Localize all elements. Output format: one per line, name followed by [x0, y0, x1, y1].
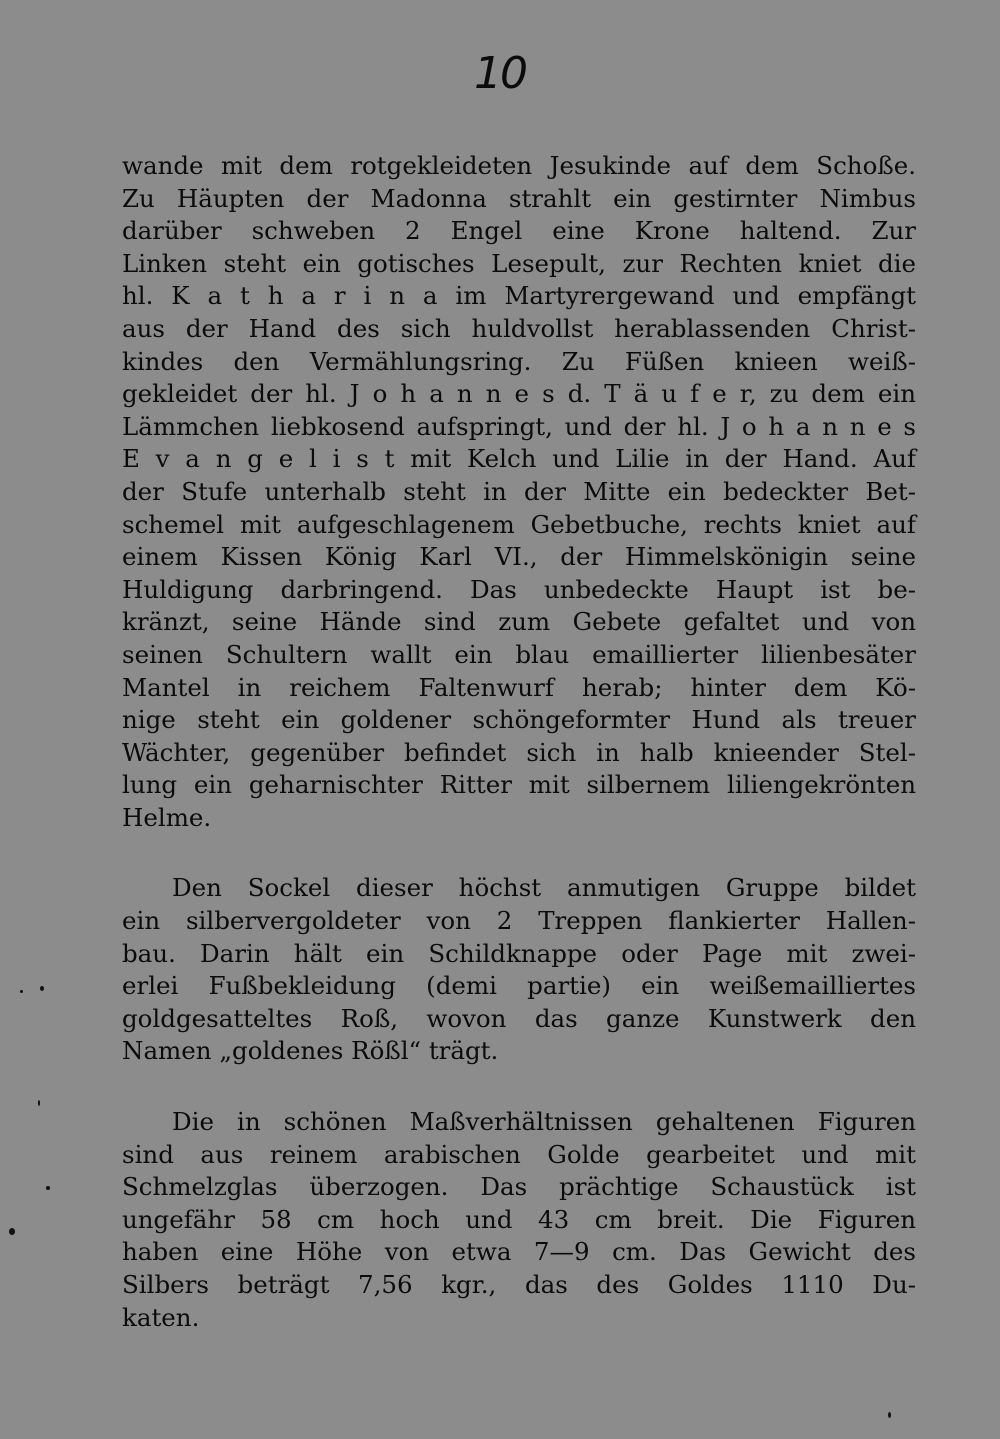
paragraph-gap — [122, 834, 916, 872]
print-speck — [40, 986, 44, 991]
text-line: lung ein geharnischter Ritter mit silbernem liliengekrönten — [122, 770, 916, 800]
text-line: wande mit dem rotgekleideten Jesukinde auf dem Schoße. — [122, 151, 916, 180]
paragraph-3 — [122, 1106, 916, 1334]
paragraph-2 — [122, 872, 916, 1068]
text-line: E v a n g e l i s t mit Kelch und Lilie in der Hand. Auf — [122, 444, 916, 474]
text-line: der Stufe unterhalb steht in der Mitte ein bedeckter Bet- — [122, 476, 916, 506]
text-line: einem Kissen König Karl VI., der Himmelskönigin seine — [122, 542, 916, 572]
text-line: Lämmchen liebkosend aufspringt, und der hl. J o h a n n e s — [122, 411, 916, 441]
text-line: Zu Häupten der Madonna strahlt ein gestirnter Nimbus — [122, 183, 916, 213]
paragraph-1 — [122, 150, 916, 834]
text-line: kindes den Vermählungsring. Zu Füßen knieen weiß- — [122, 346, 916, 376]
text-line: aus der Hand des sich huldvollst herablassenden Christ- — [122, 313, 916, 343]
text-line: katen. — [122, 1302, 200, 1332]
text-line: ein silbervergoldeter von 2 Treppen flankierter Hallen- — [122, 906, 916, 936]
print-speck — [888, 1412, 891, 1418]
text-line: darüber schweben 2 Engel eine Krone haltend. Zur — [122, 216, 916, 246]
body-text — [122, 150, 916, 1334]
print-speck — [9, 1228, 15, 1235]
paragraph-gap — [122, 1068, 916, 1106]
text-line: haben eine Höhe von etwa 7—9 cm. Das Gewicht des — [122, 1237, 916, 1267]
text-line: Helme. — [122, 802, 212, 832]
text-line: nige steht ein goldener schöngeformter Hund als treuer — [122, 705, 916, 735]
text-line: goldgesatteltes Roß, wovon das ganze Kunstwerk den — [122, 1003, 916, 1033]
text-line: Schmelzglas überzogen. Das prächtige Schaustück ist — [122, 1172, 916, 1202]
page-number: 10 — [474, 48, 526, 99]
text-line: ungefähr 58 cm hoch und 43 cm breit. Die Figuren — [122, 1204, 916, 1234]
text-line: Huldigung darbringend. Das unbedeckte Haupt ist be- — [122, 574, 916, 604]
text-line: schemel mit aufgeschlagenem Gebetbuche, rechts kniet auf — [122, 509, 916, 539]
text-line: Namen „goldenes Rößl“ trägt. — [122, 1036, 499, 1066]
text-line: gekleidet der hl. J o h a n n e s d. T ä u f e r, zu dem ein — [122, 379, 916, 409]
text-line: Wächter, gegenüber befindet sich in halb knieender Stel- — [122, 737, 916, 767]
text-line: seinen Schultern wallt ein blau emaillierter lilienbesäter — [122, 639, 916, 669]
text-line: Mantel in reichem Faltenwurf herab; hinter dem Kö- — [122, 672, 916, 702]
text-line: hl. K a t h a r i n a im Martyrergewand und empfängt — [122, 281, 916, 311]
print-speck — [46, 1186, 50, 1190]
print-speck — [20, 990, 23, 993]
text-line: Linken steht ein gotisches Lesepult, zur Rechten kniet die — [122, 248, 916, 278]
text-line: erlei Fußbekleidung (demi partie) ein weißemailliertes — [122, 971, 916, 1001]
text-line: bau. Darin hält ein Schildknappe oder Page mit zwei- — [122, 938, 916, 968]
text-line: sind aus reinem arabischen Golde gearbeitet und mit — [122, 1139, 916, 1169]
text-line: kränzt, seine Hände sind zum Gebete gefaltet und von — [122, 607, 916, 637]
text-line: Die in schönen Maßverhältnissen gehaltenen Figuren — [172, 1107, 916, 1137]
text-line: Den Sockel dieser höchst anmutigen Gruppe bildet — [172, 873, 916, 903]
text-line: Silbers beträgt 7,56 kgr., das des Goldes 1110 Du- — [122, 1270, 916, 1299]
print-speck — [38, 1100, 40, 1106]
